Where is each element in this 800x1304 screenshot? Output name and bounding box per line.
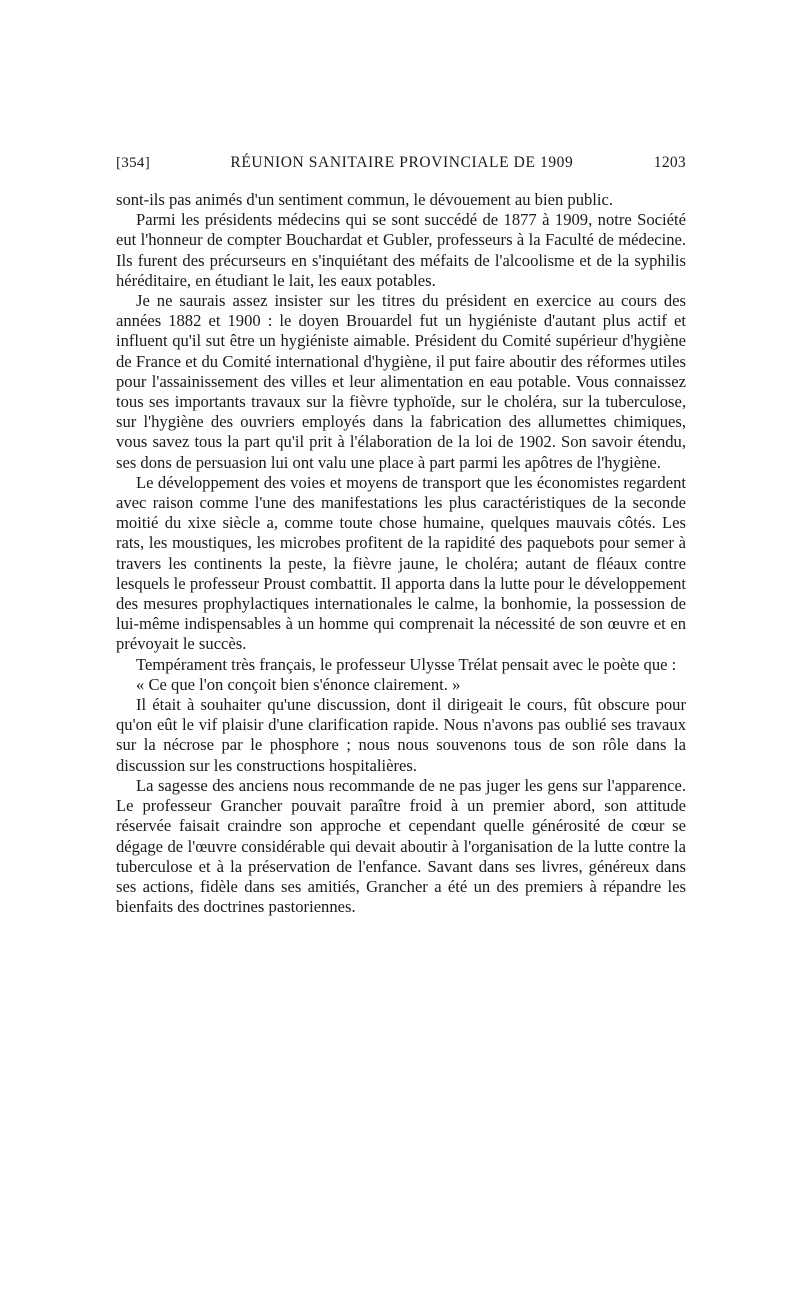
paragraph-discussion: Il était à souhaiter qu'une discussion, dont il dirigeait le cours, fût obscure pour qu'on eût le vif plaisir d'une clarification rapide. Nous n'avons pas oublié ses travaux sur la nécrose par le phosphore ; nous nous souvenons tous de son rôle dans la discussion sur les constructions hospitalières. (116, 695, 686, 775)
paragraph-presidents: Parmi les présidents médecins qui se sont succédé de 1877 à 1909, notre Société eut l'honneur de compter Bouchardat et Gubler, professeurs à la Faculté de médecine. Ils furent des précurseurs en s'inquiétant des méfaits de l'alcoolisme et de la syphilis héréditaire, en étudiant le lait, les eaux potables. (116, 210, 686, 290)
body-text (116, 190, 686, 917)
paragraph-grancher: La sagesse des anciens nous recommande de ne pas juger les gens sur l'apparence. Le professeur Grancher pouvait paraître froid à un premier abord, son attitude réservée faisait craindre son approche et cependant quelle générosité de cœur se dégage de l'œuvre considérable qui devait aboutir à l'organisation de la lutte contre la tuberculose et à la préservation de l'enfance. Savant dans ses livres, généreux dans ses actions, fidèle dans ses amitiés, Grancher a été un des premiers à répandre les bienfaits des doctrines pastoriennes. (116, 775, 686, 917)
paragraph-quote: « Ce que l'on conçoit bien s'énonce clairement. » (136, 674, 461, 694)
running-head (116, 154, 686, 178)
running-title: RÉUNION SANITAIRE PROVINCIALE DE 1909 (230, 154, 574, 171)
paragraph-continuation: sont-ils pas animés d'un sentiment commun, le dévouement au bien public. (116, 190, 614, 209)
page (116, 154, 686, 917)
page-number: 1203 (653, 154, 686, 171)
paragraph-trelat: Tempérament très français, le professeur Ulysse Trélat pensait avec le poète que : (136, 654, 677, 674)
paragraph-brouardel: Je ne saurais assez insister sur les titres du président en exercice au cours des années 1882 et 1900 : le doyen Brouardel fut un hygiéniste d'autant plus actif et influent qu'il sut être un hygiéniste aimable. Président du Comité supérieur d'hygiène de France et du Comité international d'hygiène, il put faire aboutir des réformes utiles pour l'assainissement des villes et leur alimentation en eau potable. Vous connaissez tous ses importants travaux sur la fièvre typhoïde, sur le choléra, sur la tuberculose, sur l'hygiène des ouvriers employés dans la fabrication des allumettes chimiques, vous savez tous la part qu'il prit à l'élaboration de la loi de 1902. Son savoir étendu, ses dons de persuasion lui ont valu une place à part parmi les apôtres de l'hygiène. (116, 291, 686, 472)
page-reference: [354] (116, 155, 150, 171)
paragraph-proust: Le développement des voies et moyens de transport que les économistes regardent avec raison comme l'une des manifestations les plus caractéristiques de la seconde moitié du xixe siècle a, comme toute chose humaine, quelques mauvais côtés. Les rats, les moustiques, les microbes profitent de la rapidité des paquebots pour semer à travers les continents la peste, la fièvre jaune, le choléra; autant de fléaux contre lesquels le professeur Proust combattit. Il apporta dans la lutte pour le développement des mesures prophylactiques internationales le calme, la bonhomie, la possession de lui-même indispensables à un homme qui comprenait la nécessité de son œuvre et en prévoyait le succès. (116, 472, 686, 654)
